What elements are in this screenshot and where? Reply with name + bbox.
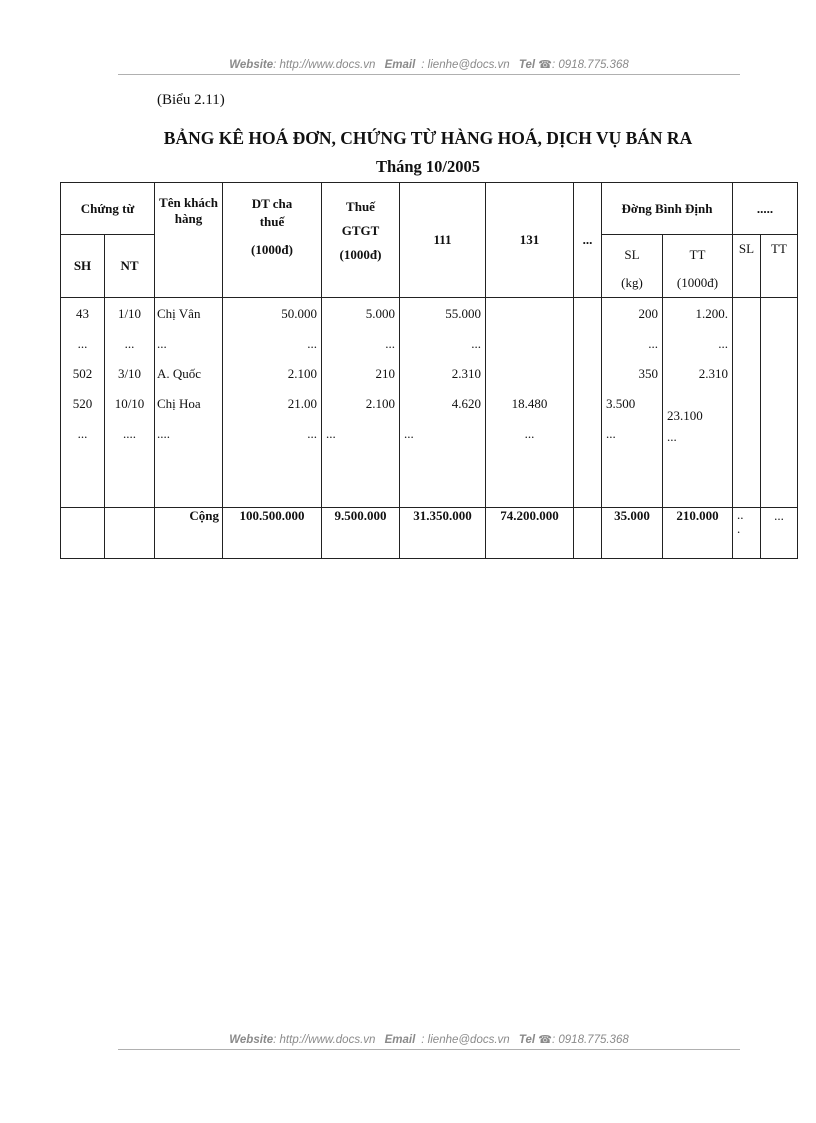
page-footer bbox=[118, 1033, 740, 1046]
col-sl: 200 ... 350 3.500 ... bbox=[602, 298, 663, 508]
total-tt: 210.000 bbox=[663, 508, 733, 559]
total-sh bbox=[61, 508, 105, 559]
total-tt2: ... bbox=[761, 508, 798, 559]
header-nt: NT bbox=[105, 235, 155, 298]
col-tt: 1.200. ... 2.310 23.100 ... bbox=[663, 298, 733, 508]
footer-email-label: Email bbox=[384, 1034, 416, 1046]
col-ten-khach-hang: Chị Vân ... A. Quốc Chị Hoa .... bbox=[155, 298, 223, 508]
email-label: Email bbox=[384, 59, 416, 71]
phone-icon: ☎ bbox=[538, 59, 552, 71]
total-label: Cộng bbox=[155, 508, 223, 559]
total-nt bbox=[105, 508, 155, 559]
page-subtitle: Tháng 10/2005 bbox=[375, 157, 481, 176]
website-value[interactable]: : http://www.docs.vn bbox=[273, 59, 376, 71]
total-111: 31.350.000 bbox=[400, 508, 486, 559]
invoice-table bbox=[60, 182, 798, 559]
website-label: Website bbox=[229, 59, 274, 71]
footer-tel-value: : 0918.775.368 bbox=[552, 1034, 629, 1046]
table-body-row bbox=[61, 298, 798, 508]
total-row bbox=[61, 508, 798, 559]
footer-website-label: Website bbox=[229, 1034, 274, 1046]
col-tt2 bbox=[761, 298, 798, 508]
table-caption: (Biểu 2.11) bbox=[157, 92, 225, 108]
header-dots: ... bbox=[574, 183, 602, 298]
col-dt-chua-thue: 50.000 ... 2.100 21.00 ... bbox=[223, 298, 322, 508]
footer-rule bbox=[118, 1049, 740, 1050]
total-thue: 9.500.000 bbox=[322, 508, 400, 559]
header-ten-khach-hang: Tên khách hàng bbox=[155, 183, 223, 298]
header-more: ..... bbox=[733, 183, 798, 235]
header-thue-gtgt: Thuế GTGT (1000đ) bbox=[322, 183, 400, 298]
col-sl2 bbox=[733, 298, 761, 508]
col-dots bbox=[574, 298, 602, 508]
header-sh: SH bbox=[61, 235, 105, 298]
footer-email-value[interactable]: : lienhe@docs.vn bbox=[421, 1034, 510, 1046]
header-111: 111 bbox=[400, 183, 486, 298]
header-rule bbox=[118, 74, 740, 75]
header-dong-binh-dinh: Đờng Bình Định bbox=[602, 183, 733, 235]
col-thue-gtgt: 5.000 ... 210 2.100 ... bbox=[322, 298, 400, 508]
total-sl: 35.000 bbox=[602, 508, 663, 559]
footer-website-value[interactable]: : http://www.docs.vn bbox=[273, 1034, 376, 1046]
phone-icon: ☎ bbox=[538, 1034, 552, 1046]
total-dt: 100.500.000 bbox=[223, 508, 322, 559]
header-chung-tu: Chứng từ bbox=[61, 183, 155, 235]
total-131: 74.200.000 bbox=[486, 508, 574, 559]
header-dt-chua-thue: DT cha thuế (1000đ) bbox=[223, 183, 322, 298]
total-sl2: .. . bbox=[733, 508, 761, 559]
footer-tel-label: Tel bbox=[518, 1034, 536, 1046]
col-sh: 43 ... 502 520 ... bbox=[61, 298, 105, 508]
header-sl2: SL bbox=[733, 235, 761, 298]
total-dots bbox=[574, 508, 602, 559]
col-131: 18.480 ... bbox=[486, 298, 574, 508]
header-tt: TT (1000đ) bbox=[663, 235, 733, 298]
email-value[interactable]: : lienhe@docs.vn bbox=[421, 59, 510, 71]
header-131: 131 bbox=[486, 183, 574, 298]
tel-label: Tel bbox=[518, 59, 536, 71]
page-title: BẢNG KÊ HOÁ ĐƠN, CHỨNG TỪ HÀNG HOÁ, DỊCH VỤ BÁN RA bbox=[163, 128, 693, 148]
col-nt: 1/10 ... 3/10 10/10 .... bbox=[105, 298, 155, 508]
header-sl: SL (kg) bbox=[602, 235, 663, 298]
page-header bbox=[118, 58, 740, 71]
col-111: 55.000 ... 2.310 4.620 ... bbox=[400, 298, 486, 508]
tel-value: : 0918.775.368 bbox=[552, 59, 629, 71]
header-tt2: TT bbox=[761, 235, 798, 298]
